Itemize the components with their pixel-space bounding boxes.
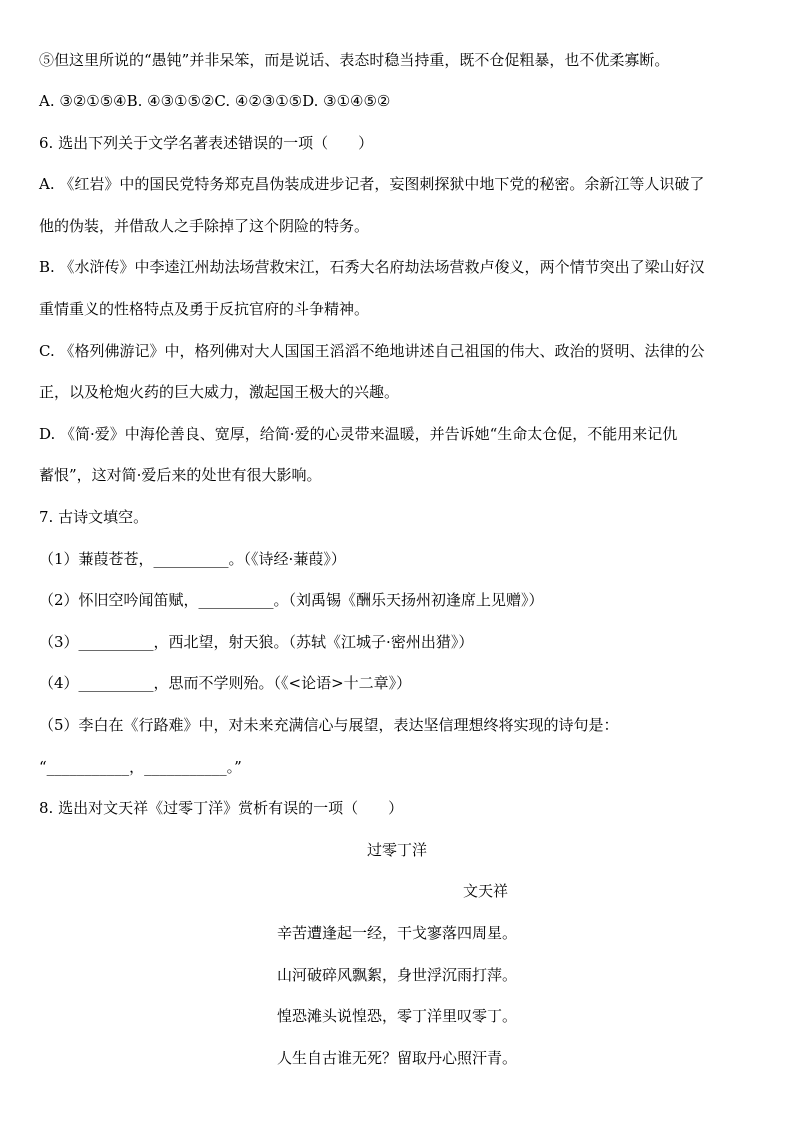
q8-stem: 8. 选出对文天祥《过零丁洋》赏析有误的一项（ ）	[39, 799, 404, 817]
q6-option-c-line1: C. 《格列佛游记》中，格列佛对大人国国王滔滔不绝地讲述自己祖国的伟大、政治的贤明、法律的公	[39, 342, 705, 360]
q6-stem: 6. 选出下列关于文学名著表述错误的一项（ ）	[39, 134, 374, 152]
option-sentence-5: ⑤但这里所说的“愚钝”并非呆笨，而是说话、表态时稳当持重，既不仓促粗暴，也不优柔寡断。	[39, 51, 670, 69]
poem-verse: 惶恐滩头说惶恐，零丁洋里叹零丁。	[276, 1007, 517, 1025]
q6-option-b-line1: B. 《水浒传》中李逵江州劫法场营救宋江，石秀大名府劫法场营救卢俊义，两个情节突出了梁山好汉	[39, 258, 705, 276]
q6-option-d-line2: 蓄恨”，这对简·爱后来的处世有很大影响。	[39, 466, 322, 484]
q7-blank-3: （3）__________，西北望，射天狼。（苏轼《江城子·密州出猎》）	[39, 633, 474, 651]
q6-option-a-line2: 他的伪装，并借敌人之手除掉了这个阴险的特务。	[39, 217, 370, 235]
poem-verse: 山河破碎风飘絮，身世浮沉雨打萍。	[276, 966, 517, 984]
poem-verse: 辛苦遭逢起一经，干戈寥落四周星。	[276, 924, 517, 942]
q7-stem: 7. 古诗文填空。	[39, 508, 149, 526]
q6-option-a-line1: A. 《红岩》中的国民党特务郑克昌伪装成进步记者，妄图刺探狱中地下党的秘密。余新江等人识破了	[39, 175, 705, 193]
q6-option-b-line2: 重情重义的性格特点及勇于反抗官府的斗争精神。	[39, 300, 370, 318]
poem-verse: 人生自古谁无死？留取丹心照汗青。	[276, 1049, 517, 1067]
q7-blank-1: （1）蒹葭苍苍，__________。（《诗经·蒹葭》）	[39, 550, 346, 568]
q7-blank-5-answer: “___________，___________。”	[39, 758, 242, 776]
q5-answer-options: A. ③②①⑤④B. ④③①⑤②C. ④②③①⑤D. ③①④⑤②	[39, 92, 391, 110]
q6-option-c-line2: 正，以及枪炮火药的巨大威力，激起国王极大的兴趣。	[39, 383, 400, 401]
q6-option-d-line1: D. 《简·爱》中海伦善良、宽厚，给简·爱的心灵带来温暖，并告诉她“生命太仓促，不能用来记仇	[39, 425, 678, 443]
q7-blank-4: （4）__________，思而不学则殆。（《<论语>十二章》）	[39, 674, 412, 692]
poem-title: 过零丁洋	[366, 841, 427, 859]
q7-blank-2: （2）怀旧空吟闻笛赋，__________。（刘禹锡《酬乐天扬州初逢席上见赠》）	[39, 591, 544, 609]
poem-author: 文天祥	[463, 882, 509, 900]
q7-blank-5-prompt: （5）李白在《行路难》中，对未来充满信心与展望，表达坚信理想终将实现的诗句是：	[39, 716, 619, 734]
